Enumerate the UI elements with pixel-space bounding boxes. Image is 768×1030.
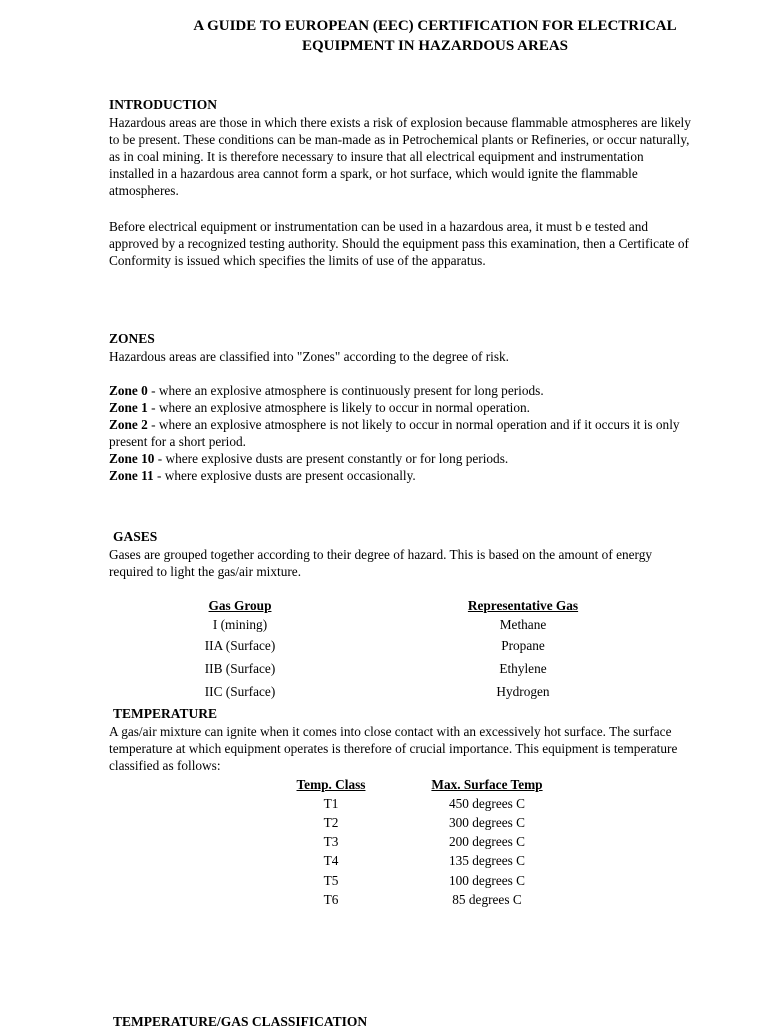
intro-p1-line: installed in a hazardous area cannot form a spark, or hot surface, which would ignite the flammable [109, 166, 638, 181]
representative-gas-cell: Propane [501, 638, 545, 653]
intro-p1-line: to be present. These conditions can be man-made as in Petrochemical plants or Refineries, or occur naturally, [109, 132, 690, 147]
temperature-heading: TEMPERATURE [113, 706, 218, 721]
zone-description: - where explosive dusts are present constantly or for long periods. [154, 451, 509, 466]
gas-group-cell: I (mining) [212, 617, 268, 632]
gases-paragraph [109, 546, 759, 580]
temperature-para-line: A gas/air mixture can ignite when it comes into close contact with an excessively hot surface. The surface [109, 724, 672, 739]
zone-item-continuation: present for a short period. [109, 434, 246, 449]
intro-p1-line: as in coal mining. It is therefore necessary to insure that all electrical equipment and instrumentation [109, 149, 644, 164]
title-line-1: A GUIDE TO EUROPEAN (EEC) CERTIFICATION FOR ELECTRICAL [193, 18, 677, 34]
gas-group-cell: IIB (Surface) [204, 661, 276, 676]
temp-class-cell: T4 [323, 853, 339, 868]
max-surface-temp-cell: 200 degrees C [448, 834, 526, 849]
representative-gas-cell: Methane [499, 617, 547, 632]
max-surface-temp-cell: 450 degrees C [448, 796, 526, 811]
zone-label: Zone 10 [109, 451, 155, 466]
document-title [100, 16, 768, 56]
temperature-paragraph [109, 723, 759, 774]
max-surface-temp-cell: 300 degrees C [448, 815, 526, 830]
zones-intro: Hazardous areas are classified into "Zones" according to the degree of risk. [109, 349, 509, 364]
max-surface-temp-cell: 100 degrees C [448, 873, 526, 888]
gases-heading: GASES [113, 529, 158, 544]
introduction-paragraph-2 [109, 218, 759, 269]
temp-class-header: Temp. Class [296, 777, 366, 792]
temp-class-cell: T3 [323, 834, 339, 849]
zone-list [109, 382, 759, 484]
intro-p2-line: approved by a recognized testing authority. Should the equipment pass this examination, then a Certificate of [109, 236, 689, 251]
zone-label: Zone 1 [109, 400, 148, 415]
zone-description: - where an explosive atmosphere is likely to occur in normal operation. [147, 400, 530, 415]
temperature-gas-classification-heading: TEMPERATURE/GAS CLASSIFICATION [113, 1014, 368, 1029]
title-line-2: EQUIPMENT IN HAZARDOUS AREAS [301, 38, 568, 54]
gas-group-cell: IIC (Surface) [204, 684, 276, 699]
temp-class-cell: T6 [323, 892, 339, 907]
zone-item [109, 382, 759, 399]
zone-description: - where explosive dusts are present occasionally. [153, 468, 416, 483]
intro-p1-line: atmospheres. [109, 183, 179, 198]
max-surface-temp-cell: 85 degrees C [452, 892, 522, 907]
temp-class-cell: T1 [323, 796, 339, 811]
zone-item [109, 467, 759, 484]
zone-description: - where an explosive atmosphere is continuously present for long periods. [147, 383, 544, 398]
representative-gas-cell: Ethylene [499, 661, 547, 676]
max-surface-temp-header: Max. Surface Temp [431, 777, 543, 792]
zone-item [109, 450, 759, 467]
zone-label: Zone 11 [109, 468, 154, 483]
zone-label: Zone 2 [109, 417, 148, 432]
zones-heading: ZONES [109, 331, 155, 346]
temperature-para-line: classified as follows: [109, 758, 221, 773]
gases-para-line: required to light the gas/air mixture. [109, 564, 302, 579]
max-surface-temp-cell: 135 degrees C [448, 853, 526, 868]
temp-class-cell: T5 [323, 873, 339, 888]
temperature-para-line: temperature at which equipment operates is therefore of crucial importance. This equipment is temperature [109, 741, 678, 756]
zone-item [109, 416, 759, 433]
temp-class-cell: T2 [323, 815, 339, 830]
gas-group-cell: IIA (Surface) [204, 638, 276, 653]
introduction-heading: INTRODUCTION [109, 97, 218, 112]
gas-group-header: Gas Group [208, 598, 272, 613]
representative-gas-header: Representative Gas [467, 598, 579, 613]
intro-p2-line: Conformity is issued which specifies the limits of use of the apparatus. [109, 253, 486, 268]
introduction-paragraph-1 [109, 114, 759, 199]
zone-label: Zone 0 [109, 383, 148, 398]
zone-item [109, 399, 759, 416]
intro-p2-line: Before electrical equipment or instrumentation can be used in a hazardous area, it must b e tested and [109, 219, 649, 234]
representative-gas-cell: Hydrogen [496, 684, 550, 699]
zone-description: - where an explosive atmosphere is not likely to occur in normal operation and if it occurs it is only [147, 417, 680, 432]
gases-para-line: Gases are grouped together according to their degree of hazard. This is based on the amount of energy [109, 547, 653, 562]
intro-p1-line: Hazardous areas are those in which there exists a risk of explosion because flammable atmospheres are likely [109, 115, 691, 130]
